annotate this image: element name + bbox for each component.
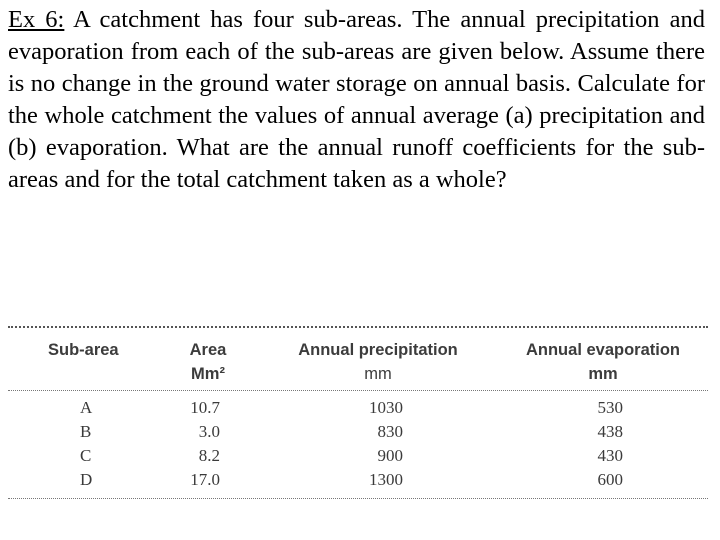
table-row <box>8 444 708 468</box>
table-header-rule <box>8 390 708 391</box>
table-bottom-rule <box>8 498 708 499</box>
problem-statement <box>8 4 705 196</box>
cell-evaporation: 600 <box>597 470 623 489</box>
cell-sub-area: D <box>80 470 93 489</box>
cell-area: 17.0 <box>190 470 220 489</box>
example-label: Ex 6: <box>8 6 65 33</box>
cell-precipitation: 1030 <box>369 398 403 417</box>
cell-area: 8.2 <box>198 446 220 465</box>
table-row <box>8 420 708 444</box>
cell-area: 10.7 <box>190 398 220 417</box>
cell-area: 3.0 <box>198 422 220 441</box>
cell-sub-area: A <box>80 398 93 417</box>
cell-evaporation: 438 <box>597 422 623 441</box>
cell-precipitation: 900 <box>377 446 403 465</box>
cell-precipitation: 830 <box>377 422 403 441</box>
table-top-rule <box>8 326 708 328</box>
problem-text: A catchment has four sub-areas. The annual precipitation and evaporation from each of the sub-areas are given below. Assume there is no change in the ground water storage on annual basis. Calculate for the whole catchment the values of annual average (a) precipitation and (b) evaporation. What are the annual runoff coefficients for the sub-areas and for the total catchment taken as a whole? <box>8 6 705 193</box>
cell-precipitation: 1300 <box>369 470 403 489</box>
data-table <box>8 326 708 516</box>
cell-evaporation: 530 <box>597 398 623 417</box>
table-body <box>8 396 708 492</box>
header-precipitation: Annual precipitation mm <box>298 341 458 383</box>
cell-sub-area: B <box>80 422 92 441</box>
cell-sub-area: C <box>80 446 92 465</box>
header-area: Area Mm² <box>189 341 227 383</box>
header-evaporation: Annual evaporation mm <box>525 341 681 383</box>
header-sub-area: Sub-area <box>48 341 119 359</box>
table-row <box>8 396 708 420</box>
cell-evaporation: 430 <box>597 446 623 465</box>
table-row <box>8 468 708 492</box>
